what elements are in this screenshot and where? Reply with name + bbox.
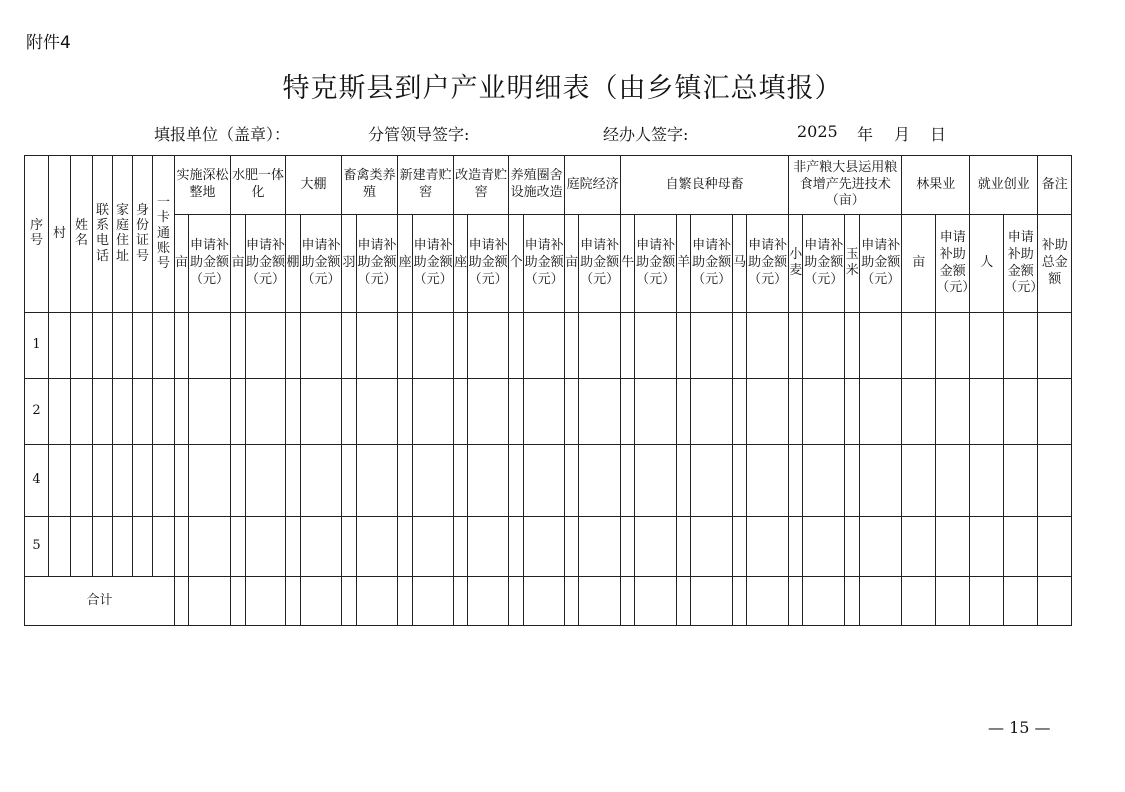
empty-cell: [845, 379, 860, 445]
empty-cell: [635, 517, 677, 577]
empty-cell: [398, 379, 413, 445]
empty-cell: [49, 445, 71, 517]
empty-cell: [49, 517, 71, 577]
empty-cell: [1004, 313, 1038, 379]
row-number: 5: [25, 517, 49, 577]
empty-cell: [454, 313, 468, 379]
header-fertigation: 水肥一体化: [231, 156, 286, 215]
empty-cell: [902, 313, 936, 379]
subsidy-header: 申请补助金额（元）: [936, 215, 970, 313]
empty-cell: [635, 577, 677, 626]
empty-cell: [49, 313, 71, 379]
empty-cell: [691, 313, 733, 379]
empty-cell: [189, 379, 231, 445]
empty-cell: [342, 379, 357, 445]
unit-mu: 亩: [175, 215, 189, 313]
empty-cell: [733, 517, 747, 577]
empty-cell: [1004, 517, 1038, 577]
unit-peng: 棚: [286, 215, 301, 313]
unit-zuo: 座: [454, 215, 468, 313]
empty-cell: [1004, 577, 1038, 626]
empty-cell: [468, 379, 509, 445]
empty-cell: [691, 577, 733, 626]
empty-cell: [246, 313, 286, 379]
header-livestock: 畜禽类养殖: [342, 156, 398, 215]
unit-person: 人: [970, 215, 1004, 313]
empty-cell: [635, 379, 677, 445]
empty-cell: [398, 517, 413, 577]
empty-cell: [231, 577, 246, 626]
empty-cell: [413, 445, 454, 517]
empty-cell: [936, 379, 970, 445]
empty-cell: [579, 577, 621, 626]
empty-cell: [803, 379, 845, 445]
empty-cell: [789, 517, 803, 577]
unit-wheat: 小麦: [789, 215, 803, 313]
empty-cell: [691, 445, 733, 517]
empty-cell: [789, 577, 803, 626]
empty-cell: [175, 517, 189, 577]
empty-cell: [936, 313, 970, 379]
empty-cell: [509, 379, 524, 445]
subsidy-header: 申请补助金额（元）: [803, 215, 845, 313]
empty-cell: [49, 379, 71, 445]
empty-cell: [524, 577, 565, 626]
subsidy-header: 申请补助金额（元）: [357, 215, 398, 313]
empty-cell: [398, 577, 413, 626]
header-deep-loosening: 实施深松整地: [175, 156, 231, 215]
empty-cell: [524, 517, 565, 577]
empty-cell: [468, 445, 509, 517]
empty-cell: [509, 445, 524, 517]
empty-cell: [398, 313, 413, 379]
empty-cell: [621, 517, 635, 577]
empty-cell: [635, 313, 677, 379]
empty-cell: [845, 313, 860, 379]
fill-year-unit: 年: [857, 125, 874, 144]
empty-cell: [902, 445, 936, 517]
empty-cell: [357, 379, 398, 445]
empty-cell: [301, 577, 342, 626]
empty-cell: [1038, 379, 1072, 445]
empty-cell: [733, 577, 747, 626]
unit-ge: 个: [509, 215, 524, 313]
empty-cell: [1038, 577, 1072, 626]
header-grain-tech: 非产粮大县运用粮食增产先进技术（亩）: [789, 156, 902, 215]
empty-cell: [733, 445, 747, 517]
table-row: [25, 313, 1072, 379]
subsidy-header: 申请补助金额（元）: [246, 215, 286, 313]
unit-corn: 玉米: [845, 215, 860, 313]
header-new-silage: 新建青贮窖: [398, 156, 454, 215]
subsidy-header: 申请补助金额（元）: [635, 215, 677, 313]
empty-cell: [468, 313, 509, 379]
empty-cell: [565, 379, 579, 445]
empty-cell: [175, 577, 189, 626]
header-forestry: 林果业: [902, 156, 970, 215]
empty-cell: [579, 517, 621, 577]
empty-cell: [286, 379, 301, 445]
empty-cell: [970, 517, 1004, 577]
subsidy-header: 申请补助金额（元）: [579, 215, 621, 313]
subsidy-header: 申请补助金额（元）: [189, 215, 231, 313]
unit-ma: 马: [733, 215, 747, 313]
empty-cell: [301, 379, 342, 445]
empty-cell: [845, 517, 860, 577]
empty-cell: [246, 517, 286, 577]
empty-cell: [113, 445, 133, 517]
empty-cell: [677, 445, 691, 517]
empty-cell: [621, 577, 635, 626]
empty-cell: [175, 379, 189, 445]
empty-cell: [246, 379, 286, 445]
empty-cell: [342, 313, 357, 379]
empty-cell: [357, 577, 398, 626]
attachment-label: 附件4: [26, 33, 71, 53]
header-greenhouse: 大棚: [286, 156, 342, 215]
empty-cell: [113, 313, 133, 379]
header-seq: 序号: [25, 156, 49, 313]
empty-cell: [454, 379, 468, 445]
empty-cell: [733, 379, 747, 445]
empty-cell: [175, 445, 189, 517]
empty-cell: [357, 517, 398, 577]
empty-cell: [860, 379, 902, 445]
header-phone: 联系电话: [93, 156, 113, 313]
empty-cell: [747, 577, 789, 626]
empty-cell: [454, 445, 468, 517]
empty-cell: [621, 445, 635, 517]
empty-cell: [413, 379, 454, 445]
empty-cell: [803, 445, 845, 517]
header-remarks: 备注: [1038, 156, 1072, 215]
fill-unit-label: 填报单位（盖章）：: [154, 125, 291, 144]
empty-cell: [468, 517, 509, 577]
header-employment: 就业创业: [970, 156, 1038, 215]
empty-cell: [509, 517, 524, 577]
empty-cell: [231, 517, 246, 577]
empty-cell: [509, 313, 524, 379]
empty-cell: [747, 517, 789, 577]
empty-cell: [1004, 445, 1038, 517]
empty-cell: [860, 313, 902, 379]
subsidy-header: 申请补助金额（元）: [301, 215, 342, 313]
empty-cell: [71, 313, 93, 379]
unit-niu: 牛: [621, 215, 635, 313]
empty-cell: [342, 517, 357, 577]
empty-cell: [524, 379, 565, 445]
unit-yang: 羊: [677, 215, 691, 313]
empty-cell: [175, 313, 189, 379]
empty-cell: [579, 445, 621, 517]
subsidy-header: 申请补助金额（元）: [747, 215, 789, 313]
empty-cell: [860, 445, 902, 517]
empty-cell: [93, 445, 113, 517]
empty-cell: [733, 313, 747, 379]
header-courtyard: 庭院经济: [565, 156, 621, 215]
empty-cell: [803, 517, 845, 577]
empty-cell: [357, 313, 398, 379]
empty-cell: [189, 517, 231, 577]
subsidy-header: 申请补助金额（元）: [468, 215, 509, 313]
empty-cell: [635, 445, 677, 517]
empty-cell: [113, 379, 133, 445]
total-subsidy-header: 补助总金额: [1038, 215, 1072, 313]
empty-cell: [902, 577, 936, 626]
empty-cell: [153, 517, 175, 577]
empty-cell: [231, 313, 246, 379]
empty-cell: [231, 379, 246, 445]
empty-cell: [803, 577, 845, 626]
row-number: 4: [25, 445, 49, 517]
empty-cell: [286, 445, 301, 517]
page-number: — 15 —: [988, 718, 1051, 737]
empty-cell: [621, 313, 635, 379]
empty-cell: [902, 379, 936, 445]
header-pen-rebuild: 养殖圈舍设施改造: [509, 156, 565, 215]
empty-cell: [936, 517, 970, 577]
table-row: [25, 379, 1072, 445]
empty-cell: [454, 517, 468, 577]
empty-cell: [301, 445, 342, 517]
empty-cell: [677, 313, 691, 379]
empty-cell: [133, 379, 153, 445]
empty-cell: [789, 313, 803, 379]
fill-year: 2025: [797, 122, 838, 141]
empty-cell: [565, 577, 579, 626]
empty-cell: [621, 379, 635, 445]
empty-cell: [357, 445, 398, 517]
empty-cell: [1004, 379, 1038, 445]
empty-cell: [246, 445, 286, 517]
header-rebuild-silage: 改造青贮窖: [454, 156, 509, 215]
empty-cell: [970, 577, 1004, 626]
empty-cell: [231, 445, 246, 517]
empty-cell: [286, 577, 301, 626]
empty-cell: [153, 379, 175, 445]
empty-cell: [71, 517, 93, 577]
empty-cell: [133, 517, 153, 577]
empty-cell: [970, 445, 1004, 517]
empty-cell: [133, 313, 153, 379]
subsidy-header: 申请补助金额（元）: [1004, 215, 1038, 313]
empty-cell: [93, 313, 113, 379]
empty-cell: [565, 313, 579, 379]
empty-cell: [286, 313, 301, 379]
empty-cell: [454, 577, 468, 626]
empty-cell: [342, 445, 357, 517]
empty-cell: [902, 517, 936, 577]
empty-cell: [153, 445, 175, 517]
unit-yu: 羽: [342, 215, 357, 313]
empty-cell: [677, 517, 691, 577]
empty-cell: [71, 379, 93, 445]
empty-cell: [468, 577, 509, 626]
empty-cell: [747, 445, 789, 517]
unit-zuo: 座: [398, 215, 413, 313]
empty-cell: [579, 379, 621, 445]
header-address: 家庭住址: [113, 156, 133, 313]
empty-cell: [301, 313, 342, 379]
unit-mu: 亩: [231, 215, 246, 313]
empty-cell: [1038, 517, 1072, 577]
empty-cell: [803, 313, 845, 379]
empty-cell: [579, 313, 621, 379]
row-number: 2: [25, 379, 49, 445]
empty-cell: [789, 445, 803, 517]
subsidy-header: 申请补助金额（元）: [524, 215, 565, 313]
subsidy-header: 申请补助金额（元）: [860, 215, 902, 313]
empty-cell: [1038, 445, 1072, 517]
empty-cell: [789, 379, 803, 445]
empty-cell: [113, 517, 133, 577]
subsidy-header: 申请补助金额（元）: [691, 215, 733, 313]
empty-cell: [153, 313, 175, 379]
empty-cell: [970, 379, 1004, 445]
header-village: 村: [49, 156, 71, 313]
empty-cell: [398, 445, 413, 517]
empty-cell: [936, 445, 970, 517]
fill-handler-label: 经办人签字:: [603, 125, 689, 144]
total-row: [25, 577, 1072, 626]
table-row: [25, 445, 1072, 517]
empty-cell: [747, 313, 789, 379]
unit-mu: 亩: [902, 215, 936, 313]
header-id-number: 身份证号: [133, 156, 153, 313]
empty-cell: [189, 445, 231, 517]
empty-cell: [565, 517, 579, 577]
empty-cell: [413, 577, 454, 626]
empty-cell: [691, 379, 733, 445]
empty-cell: [246, 577, 286, 626]
empty-cell: [691, 517, 733, 577]
unit-mu: 亩: [565, 215, 579, 313]
table-row: [25, 517, 1072, 577]
empty-cell: [413, 517, 454, 577]
empty-cell: [860, 517, 902, 577]
empty-cell: [747, 379, 789, 445]
empty-cell: [71, 445, 93, 517]
header-breeding-dams: 自繁良种母畜: [621, 156, 789, 215]
empty-cell: [860, 577, 902, 626]
empty-cell: [133, 445, 153, 517]
empty-cell: [970, 313, 1004, 379]
fill-day-unit: 日: [930, 125, 947, 144]
fill-month-unit: 月: [894, 125, 911, 144]
empty-cell: [565, 445, 579, 517]
empty-cell: [413, 313, 454, 379]
empty-cell: [524, 445, 565, 517]
empty-cell: [189, 313, 231, 379]
page-title: 特克斯县到户产业明细表（由乡镇汇总填报）: [282, 73, 843, 104]
empty-cell: [677, 577, 691, 626]
empty-cell: [936, 577, 970, 626]
empty-cell: [93, 379, 113, 445]
empty-cell: [524, 313, 565, 379]
fill-leader-label: 分管领导签字:: [368, 125, 470, 144]
empty-cell: [286, 517, 301, 577]
empty-cell: [845, 577, 860, 626]
empty-cell: [845, 445, 860, 517]
empty-cell: [509, 577, 524, 626]
empty-cell: [93, 517, 113, 577]
industry-detail-table: [24, 155, 1072, 626]
header-name: 姓名: [71, 156, 93, 313]
empty-cell: [1038, 313, 1072, 379]
subsidy-header: 申请补助金额（元）: [413, 215, 454, 313]
row-number: 1: [25, 313, 49, 379]
empty-cell: [677, 379, 691, 445]
total-label: 合计: [25, 577, 175, 626]
empty-cell: [301, 517, 342, 577]
header-card-account: 一卡通账号: [153, 156, 175, 313]
empty-cell: [342, 577, 357, 626]
empty-cell: [189, 577, 231, 626]
